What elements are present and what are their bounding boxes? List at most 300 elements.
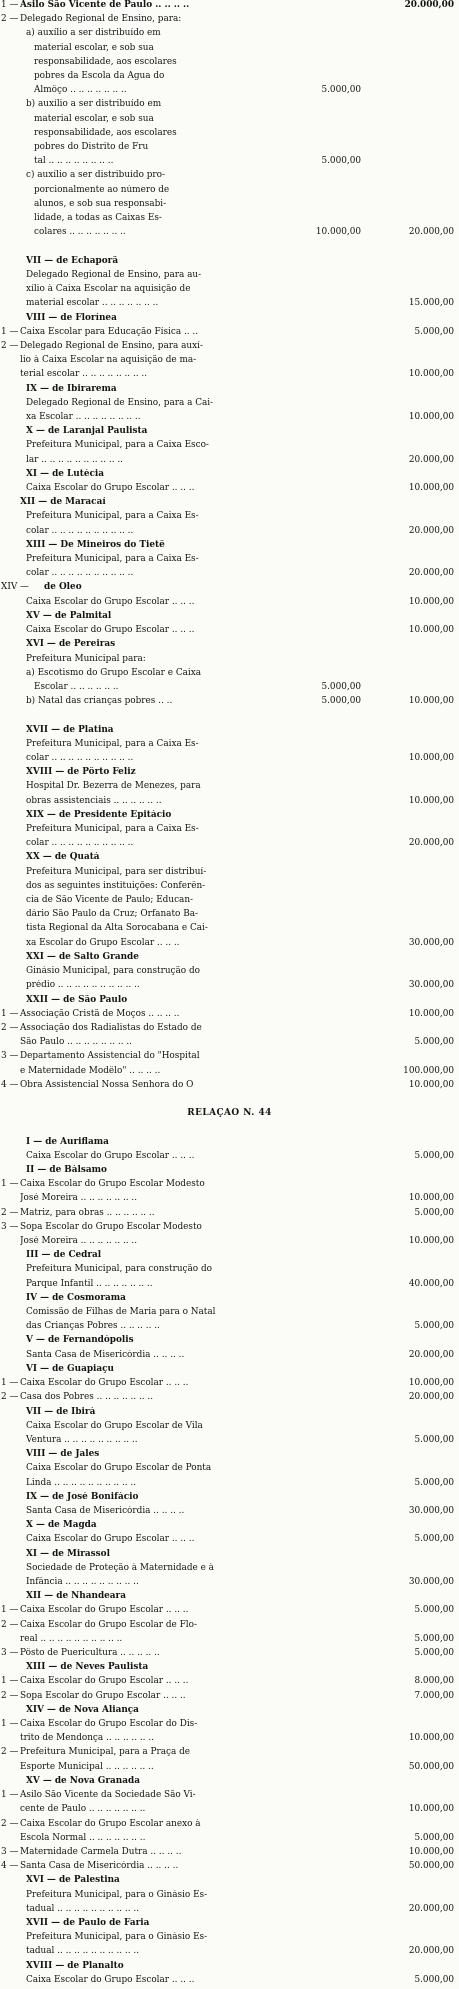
item-number: 2 — — [1, 1690, 19, 1701]
line-text: Prefeitura Municipal, para a Praça de — [20, 1747, 191, 1758]
amount: 7.000,00 — [414, 1690, 454, 1701]
line-text: lidade, a todas as Caixas Es- — [34, 213, 162, 224]
amount: 5.000,00 — [414, 1534, 454, 1545]
document-line — [0, 1847, 459, 1858]
line-text: real .. .. .. .. .. .. .. .. .. .. — [20, 1633, 123, 1644]
line-text: cente de Paulo .. .. .. .. .. .. .. — [20, 1804, 146, 1815]
section-heading-text: III — de Cedral — [26, 1250, 102, 1261]
document-line — [0, 440, 459, 451]
amount: 5.000,00 — [414, 1321, 454, 1332]
item-number: 3 — — [1, 1846, 19, 1857]
section-heading-text: XIII — De Mineiros do Tietê — [26, 539, 165, 550]
line-text: Linda .. .. .. .. .. .. .. .. .. .. — [26, 1477, 137, 1488]
line-text: Associação dos Radialistas do Estado de — [20, 1022, 202, 1033]
amount: 30.000,00 — [408, 980, 454, 991]
document-line — [0, 639, 459, 650]
section-heading-text: VII — de Echaporã — [26, 255, 119, 266]
item-number: 3 — — [1, 1221, 19, 1232]
document-line — [0, 156, 459, 167]
document-line — [0, 1705, 459, 1716]
item-number: 2 — — [1, 340, 19, 351]
item-number: 1 — — [1, 1605, 19, 1616]
line-text: colar .. .. .. .. .. .. .. .. .. .. — [26, 752, 134, 763]
sub-amount: 5.000,00 — [321, 681, 361, 692]
document-line — [0, 952, 459, 963]
amount: 20.000,00 — [408, 525, 454, 536]
amount: 10.000,00 — [408, 795, 454, 806]
document-line — [0, 526, 459, 537]
amount: 20.000,00 — [408, 227, 454, 238]
line-text: tista Regional da Alta Sorocabana e Cai- — [26, 923, 208, 934]
line-text: xa Escolar .. .. .. .. .. .. .. .. — [26, 412, 141, 422]
document-line — [0, 1762, 459, 1773]
amount: 5.000,00 — [414, 1633, 454, 1644]
line-text: tadual .. .. .. .. .. .. .. .. .. .. — [26, 1946, 140, 1957]
document-line — [0, 1009, 459, 1020]
document-line — [0, 1421, 459, 1432]
document-line — [0, 384, 459, 395]
document-line — [0, 1151, 459, 1162]
item-number: 1 — — [1, 1378, 19, 1389]
document-line — [0, 1279, 459, 1290]
item-number: 2 — — [1, 1619, 19, 1630]
document-line — [0, 114, 459, 125]
document-line — [0, 753, 459, 764]
document-line — [0, 810, 459, 821]
section-heading-text: XV — de Nova Granada — [26, 1775, 140, 1786]
line-text: Infância .. .. .. .. .. .. .. .. .. — [26, 1576, 139, 1587]
document-line — [0, 824, 459, 835]
amount: 20.000,00 — [404, 0, 454, 10]
line-text: Caixa Escolar para Educação Física .. .. — [20, 326, 199, 337]
document-line — [0, 1407, 459, 1418]
line-text: Caixa Escolar do Grupo Escolar do Dis- — [20, 1719, 198, 1730]
document-line — [0, 1023, 459, 1034]
document-line — [0, 142, 459, 153]
document-line — [0, 455, 459, 466]
amount: 5.000,00 — [414, 1974, 454, 1985]
document-line — [0, 1137, 459, 1148]
document-line — [0, 1051, 459, 1062]
document-line — [0, 1165, 459, 1176]
amount: 10.000,00 — [408, 369, 454, 380]
document-line — [0, 725, 459, 736]
line-text: colares .. .. .. .. .. .. .. — [34, 227, 126, 238]
document-line — [0, 270, 459, 281]
amount: 5.000,00 — [414, 1207, 454, 1218]
section-heading-text: XI — de Mirassol — [26, 1548, 110, 1559]
amount: 10.000,00 — [408, 1079, 454, 1090]
document-line — [0, 28, 459, 39]
document-line — [0, 838, 459, 849]
section-heading-text: X — de Magda — [26, 1520, 97, 1531]
document-line — [0, 1563, 459, 1574]
document-line — [0, 625, 459, 636]
document-line — [0, 185, 459, 196]
document-line — [0, 1080, 459, 1091]
amount: 10.000,00 — [408, 1733, 454, 1744]
amount: 5.000,00 — [414, 1150, 454, 1161]
section-heading-text: XVIII — de Planalto — [26, 1960, 124, 1971]
line-text: lar .. .. .. .. .. .. .. .. .. .. — [26, 454, 124, 465]
line-text: Sopa Escolar do Grupo Escolar Modesto — [20, 1221, 202, 1232]
section-heading-text: XI — de Lutécia — [26, 468, 104, 479]
section-heading-text: VII — de Ibirá — [26, 1406, 96, 1417]
document-line — [0, 1932, 459, 1943]
amount: 100.000,00 — [403, 1065, 454, 1076]
document-line — [0, 1179, 459, 1190]
document-line — [0, 1861, 459, 1872]
document-line — [0, 497, 459, 508]
document-line — [0, 938, 459, 949]
amount: 10.000,00 — [408, 1193, 454, 1204]
line-text: Prefeitura Municipal para: — [26, 653, 146, 664]
line-text: Prefeitura Municipal, para o Ginásio Es- — [26, 1889, 208, 1900]
amount: 30.000,00 — [408, 937, 454, 948]
amount: 10.000,00 — [408, 752, 454, 763]
line-text: material escolar, e sob sua — [34, 42, 154, 53]
section-heading-text: XVII — de Platina — [26, 724, 114, 735]
line-text: Hospital Dr. Bezerra de Menezes, para — [26, 781, 201, 792]
document-line — [0, 796, 459, 807]
sub-amount: 10.000,00 — [315, 227, 361, 238]
amount: 15.000,00 — [408, 298, 454, 309]
document-line — [0, 341, 459, 352]
document-line — [0, 1591, 459, 1602]
document-line — [0, 0, 459, 11]
item-number: 2 — — [1, 1747, 19, 1758]
section-heading-text: XIV — de Nova Aliança — [26, 1704, 139, 1715]
line-text: Associação Cristã de Moços .. .. .. .. — [20, 1008, 180, 1019]
section-heading-text: V — de Fernandópolis — [26, 1335, 134, 1346]
line-text: Matriz, para obras .. .. .. .. .. .. — [20, 1207, 155, 1218]
section-heading-text: VIII — de Jales — [26, 1449, 100, 1460]
document-line — [0, 1321, 459, 1332]
document-line — [0, 1733, 459, 1744]
item-number: 1 — — [1, 0, 19, 10]
section-heading-text: IV — de Cosmorama — [26, 1292, 126, 1303]
document-line — [0, 1577, 459, 1588]
line-text: tal .. .. .. .. .. .. .. .. — [34, 156, 114, 167]
document-line — [0, 242, 459, 253]
document-line — [0, 1875, 459, 1886]
line-text: material escolar .. .. .. .. .. .. .. — [26, 298, 159, 309]
section-heading — [0, 1108, 459, 1119]
document-line — [0, 1307, 459, 1318]
line-text: Casa dos Pobres .. .. .. .. .. .. .. — [20, 1392, 154, 1403]
line-text: trito de Mendonça .. .. .. .. .. .. — [20, 1733, 154, 1744]
item-number: 1 — — [1, 1676, 19, 1687]
document-line — [0, 57, 459, 68]
line-text: pobres do Distrito de Fru — [34, 142, 149, 153]
section-heading-text: IX — de José Bonifácio — [26, 1491, 139, 1502]
document-line — [0, 1833, 459, 1844]
line-text: Santa Casa de Misericórdia .. .. .. .. — [26, 1505, 185, 1516]
item-number: 1 — — [1, 1179, 19, 1190]
line-text: colar .. .. .. .. .. .. .. .. .. .. — [26, 568, 134, 579]
item-number: 2 — — [1, 1022, 19, 1033]
document-line — [0, 1250, 459, 1261]
line-text: Prefeitura Municipal, para a Caixa Es- — [26, 738, 199, 749]
document-line — [0, 881, 459, 892]
document-line — [0, 469, 459, 480]
document-line — [0, 313, 459, 324]
amount: 30.000,00 — [408, 1576, 454, 1587]
line-text: Esporte Municipal .. .. .. .. .. .. — [20, 1761, 154, 1772]
document-line — [0, 540, 459, 551]
item-number: 4 — — [1, 1079, 19, 1090]
document-line — [0, 327, 459, 338]
document-line — [0, 554, 459, 565]
section-heading-text: VIII — de Florínea — [26, 312, 117, 323]
line-text: Santa Casa de Misericórdia .. .. .. .. — [26, 1349, 185, 1360]
document-line — [0, 1506, 459, 1517]
document-line — [0, 369, 459, 380]
section-heading-text: XIII — de Neves Paulista — [26, 1662, 149, 1673]
line-text: prédio .. .. .. .. .. .. .. .. .. .. — [26, 980, 140, 991]
document-line — [0, 99, 459, 110]
line-text: responsabilidade, aos escolares — [34, 56, 177, 67]
line-text: Caixa Escolar do Grupo Escolar Modesto — [20, 1179, 205, 1190]
section-heading-text: XVI — de Pereiras — [26, 639, 116, 650]
amount: 8.000,00 — [414, 1676, 454, 1687]
document-line — [0, 654, 459, 665]
line-text: José Moreira .. .. .. .. .. .. .. — [20, 1236, 138, 1247]
line-text: dos as seguintes instituições: Conferên- — [26, 880, 206, 891]
document-line — [0, 1549, 459, 1560]
document-line — [0, 1776, 459, 1787]
document-line — [0, 1236, 459, 1247]
line-text: a) Escotismo do Grupo Escolar e Caixa — [26, 667, 202, 678]
document-line — [0, 1094, 459, 1105]
line-text: Ginásio Municipal, para construção do — [26, 966, 200, 977]
section-heading-text: XIX — de Presidente Epitácio — [26, 809, 172, 820]
line-text: Caixa Escolar do Grupo Escolar de Ponta — [26, 1463, 212, 1474]
document-line — [0, 1946, 459, 1957]
document-line — [0, 1904, 459, 1915]
document-line — [0, 668, 459, 679]
section-heading-text: XX — de Quatá — [26, 852, 100, 863]
line-text: alunos, e sob sua responsabi- — [34, 198, 167, 209]
section-heading-text: XXII — de São Paulo — [26, 994, 128, 1005]
line-text: Prefeitura Municipal, para a Caixa Esco- — [26, 440, 209, 451]
document-line — [0, 1378, 459, 1389]
document-line — [0, 71, 459, 82]
document-line — [0, 1037, 459, 1048]
line-text: pobres da Escola da Água do — [34, 71, 165, 82]
line-text: Sopa Escolar do Grupo Escolar .. .. .. — [20, 1690, 186, 1701]
document-line — [0, 1193, 459, 1204]
amount: 10.000,00 — [408, 412, 454, 422]
line-text: dário São Paulo da Cruz; Orfanato Ba- — [26, 909, 199, 920]
line-text: Prefeitura Municipal, para a Caixa Es- — [26, 824, 199, 834]
line-text: São Paulo .. .. .. .. .. .. .. .. — [20, 1037, 133, 1048]
document-line — [0, 1790, 459, 1801]
line-text: Pôsto de Puericultura .. .. .. .. .. — [20, 1648, 160, 1659]
document-line — [0, 511, 459, 522]
line-text: material escolar, e sob sua — [34, 113, 154, 124]
line-text: lio à Caixa Escolar na aquisição de ma- — [20, 355, 197, 366]
section-heading-text: Asilo São Vicente de Paulo .. .. .. .. — [20, 0, 190, 10]
document-line — [0, 1208, 459, 1219]
item-number: 2 — — [1, 1392, 19, 1403]
relation-title: RELAÇÃO N. 44 — [187, 1108, 272, 1119]
amount: 10.000,00 — [408, 1236, 454, 1247]
line-text: Escolar .. .. .. .. .. .. — [34, 681, 119, 692]
sub-amount: 5.000,00 — [321, 696, 361, 707]
document-line — [0, 43, 459, 54]
section-heading-text: XVIII — de Pôrto Feliz — [26, 767, 136, 778]
section-heading-text: VI — de Guapiaçu — [26, 1363, 115, 1374]
line-text: xa Escolar do Grupo Escolar .. .. .. — [26, 937, 180, 948]
section-heading-text: XVI — de Palestina — [26, 1875, 120, 1886]
line-text: Obra Assistencial Nossa Senhora do Ó — [20, 1079, 194, 1090]
line-text: b) auxílio a ser distribuído em — [26, 99, 162, 110]
line-text: Caixa Escolar do Grupo Escolar .. .. .. — [26, 1150, 195, 1161]
document-line — [0, 767, 459, 778]
line-text: porcionalmente ao número de — [34, 184, 170, 195]
amount: 20.000,00 — [408, 1903, 454, 1914]
line-text: Ventura .. .. .. .. .. .. .. .. .. — [26, 1434, 138, 1445]
document-line — [0, 1620, 459, 1631]
item-number: XIV — — [1, 582, 29, 593]
amount: 10.000,00 — [408, 1008, 454, 1019]
line-text: das Crianças Pobres .. .. .. .. .. — [26, 1321, 160, 1332]
line-text: Departamento Assistencial do "Hospital — [20, 1051, 200, 1062]
document-line — [0, 1648, 459, 1659]
document-line — [0, 1222, 459, 1233]
item-number: 1 — — [1, 1790, 19, 1801]
document-line — [0, 1293, 459, 1304]
document-line — [0, 1918, 459, 1929]
amount: 5.000,00 — [414, 1037, 454, 1048]
document-line — [0, 696, 459, 707]
amount: 20.000,00 — [408, 1392, 454, 1403]
line-text: Comissão de Filhas de Maria para o Natal — [26, 1307, 216, 1318]
line-text: Escola Normal .. .. .. .. .. .. .. — [20, 1832, 146, 1843]
document-line — [0, 852, 459, 863]
document-line — [0, 1534, 459, 1545]
line-text: obras assistenciais .. .. .. .. .. .. — [26, 795, 162, 806]
sub-amount: 5.000,00 — [321, 156, 361, 167]
document-line — [0, 298, 459, 309]
amount: 10.000,00 — [408, 1378, 454, 1389]
section-heading-text: I — de Auriflama — [26, 1136, 109, 1147]
document-line — [0, 867, 459, 878]
document-line — [0, 1492, 459, 1503]
line-text: Delegado Regional de Ensino, para: — [20, 14, 182, 25]
sub-amount: 5.000,00 — [321, 85, 361, 96]
document-line — [0, 781, 459, 792]
document-line — [0, 213, 459, 224]
section-heading-text: XV — de Palmital — [26, 610, 112, 621]
amount: 40.000,00 — [408, 1278, 454, 1289]
amount: 10.000,00 — [408, 1804, 454, 1815]
document-line — [0, 682, 459, 693]
document-line — [0, 85, 459, 96]
line-text: Parque Infantil .. .. .. .. .. .. .. — [26, 1278, 153, 1289]
section-heading-text: XVII — de Paulo de Faria — [26, 1917, 150, 1928]
line-text: Caixa Escolar do Grupo Escolar .. .. .. — [26, 596, 195, 607]
section-heading-text: II — de Bálsamo — [26, 1164, 107, 1175]
document-line — [0, 909, 459, 920]
document-line — [0, 412, 459, 423]
document-line — [0, 568, 459, 579]
amount: 10.000,00 — [408, 483, 454, 494]
amount: 5.000,00 — [414, 1832, 454, 1843]
line-text: Caixa Escolar do Grupo Escolar .. .. .. — [26, 625, 195, 636]
line-text: colar .. .. .. .. .. .. .. .. .. .. — [26, 838, 134, 849]
document-line — [0, 1520, 459, 1531]
line-text: Delegado Regional de Ensino, para auxí- — [20, 340, 203, 351]
item-number: 3 — — [1, 1648, 19, 1659]
document-line — [0, 597, 459, 608]
document-line — [0, 398, 459, 409]
item-number: 1 — — [1, 1719, 19, 1730]
document-line — [0, 1364, 459, 1375]
document-line — [0, 895, 459, 906]
line-text: a) auxílio a ser distribuído em — [26, 28, 161, 39]
amount: 20.000,00 — [408, 1946, 454, 1957]
document-line — [0, 1747, 459, 1758]
amount: 10.000,00 — [408, 696, 454, 707]
line-text: Caixa Escolar do Grupo Escolar .. .. .. — [20, 1676, 189, 1687]
amount: 50.000,00 — [408, 1761, 454, 1772]
line-text: Caixa Escolar do Grupo Escolar .. .. .. — [26, 483, 195, 494]
document-line — [0, 170, 459, 181]
amount: 20.000,00 — [408, 1349, 454, 1360]
line-text: Caixa Escolar do Grupo Escolar .. .. .. — [20, 1378, 189, 1389]
line-text: Asilo São Vicente da Sociedade São Vi- — [20, 1790, 196, 1801]
line-text: xílio à Caixa Escolar na aquisição de — [26, 284, 191, 295]
amount: 5.000,00 — [414, 326, 454, 337]
line-text: colar .. .. .. .. .. .. .. .. .. .. — [26, 525, 134, 536]
amount: 5.000,00 — [414, 1605, 454, 1616]
amount: 10.000,00 — [408, 1846, 454, 1857]
document-line — [0, 14, 459, 25]
section-heading-text: X — de Laranjal Paulista — [26, 426, 148, 437]
amount: 20.000,00 — [408, 568, 454, 579]
line-text: Caixa Escolar do Grupo Escolar de Vila — [26, 1420, 203, 1431]
item-number: 4 — — [1, 1861, 19, 1872]
document-line — [0, 483, 459, 494]
document-line — [0, 1662, 459, 1673]
item-number: 1 — — [1, 326, 19, 337]
amount: 50.000,00 — [408, 1861, 454, 1872]
document-line — [0, 426, 459, 437]
amount: 10.000,00 — [408, 625, 454, 636]
document-line — [0, 1066, 459, 1077]
document-line — [0, 1605, 459, 1616]
line-text: Delegado Regional de Ensino, para a Cai- — [26, 397, 214, 408]
amount: 5.000,00 — [414, 1434, 454, 1445]
amount: 10.000,00 — [408, 596, 454, 607]
line-text: Delegado Regional de Ensino, para au- — [26, 269, 202, 280]
section-heading-text: XXI — de Salto Grande — [26, 951, 139, 962]
item-number: 3 — — [1, 1051, 19, 1062]
line-text: terial escolar .. .. .. .. .. .. .. .. — [20, 369, 148, 380]
amount: 30.000,00 — [408, 1505, 454, 1516]
document-line — [0, 1819, 459, 1830]
document-line — [0, 1392, 459, 1403]
section-heading-text: XII — de Maracaí — [20, 497, 106, 508]
line-text: Caixa Escolar do Grupo Escolar .. .. .. — [20, 1605, 189, 1616]
document-line — [0, 1961, 459, 1972]
document-line — [0, 1350, 459, 1361]
line-text: Maternidade Carmela Dutra .. .. .. .. — [20, 1846, 182, 1857]
document-line — [0, 256, 459, 267]
document-line — [0, 1804, 459, 1815]
